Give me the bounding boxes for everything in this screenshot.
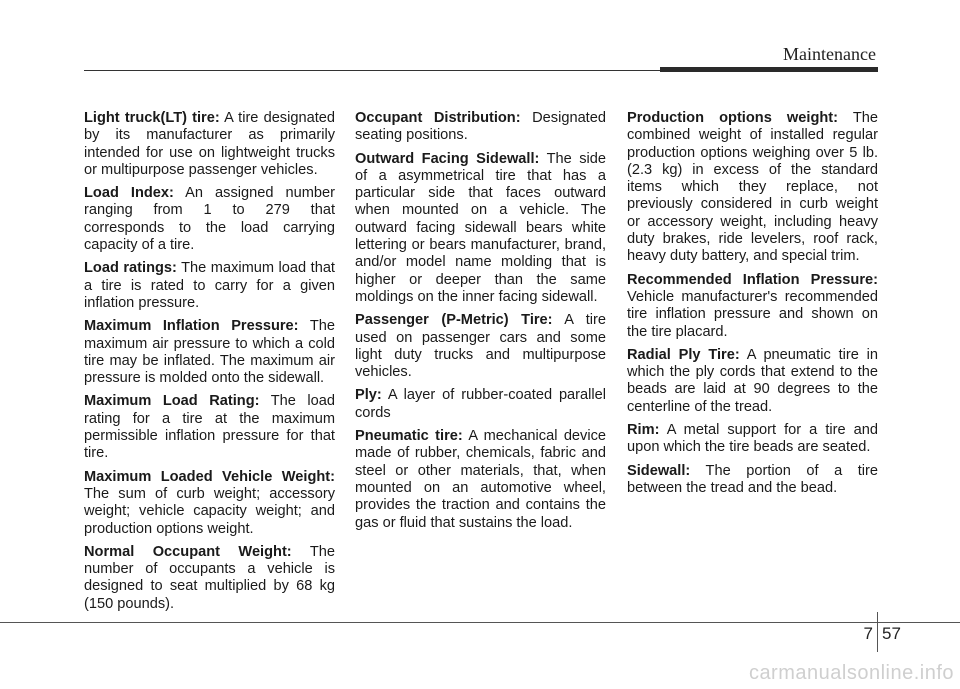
glossary-term: Production options weight: bbox=[627, 110, 838, 126]
glossary-term: Load Index: bbox=[84, 185, 174, 202]
page-number: 57 bbox=[882, 624, 901, 643]
glossary-definition: A layer of rubber-coated parallel cords bbox=[355, 387, 606, 421]
glossary-definition: A tire used on passenger cars and some light duty trucks and multipurpose vehicles. bbox=[355, 312, 607, 381]
column-3 bbox=[627, 110, 878, 503]
glossary-term: Normal Occupant Weight: bbox=[84, 543, 292, 560]
glossary-term: Rim: bbox=[627, 422, 660, 439]
glossary-entry bbox=[355, 428, 606, 532]
glossary-term: Radial Ply Tire: bbox=[627, 346, 740, 363]
glossary-definition: A tire designated by its manufacturer as primarily intended for use on lightweight trucks or multipurpose passenger vehicles. bbox=[84, 110, 335, 178]
footer-rule bbox=[0, 622, 960, 623]
glossary-term: Recommended Inflation Pressure: bbox=[627, 271, 878, 288]
glossary-entry bbox=[84, 318, 335, 387]
glossary-entry bbox=[84, 469, 335, 538]
glossary-term: Outward Facing Sidewall: bbox=[355, 150, 540, 167]
watermark-text: carmanualsonline.info bbox=[748, 662, 954, 684]
glossary-term: Sidewall: bbox=[627, 462, 691, 479]
glossary-entry bbox=[355, 110, 606, 145]
glossary-term: Light truck(LT) tire: bbox=[84, 110, 220, 126]
glossary-definition: A pneumatic tire in which the ply cords that extend to the beads are laid at 90 degrees to the centerline of the tread. bbox=[627, 346, 879, 415]
column-2 bbox=[355, 110, 606, 538]
glossary-entry bbox=[355, 312, 606, 381]
glossary-definition: The side of a asymmetrical tire that has a particular side that faces outward when mounted on a vehicle. The outward facing sidewall bears white lettering or bears manufacturer, brand, and/or model name molding that is higher or deeper than the same moldings on the inner facing sidewall. bbox=[355, 150, 606, 305]
page-header-title: Maintenance bbox=[783, 44, 876, 64]
glossary-entry bbox=[84, 260, 335, 312]
glossary-entry bbox=[84, 544, 335, 613]
glossary-definition: The maximum load that a tire is rated to carry for a given inflation pressure. bbox=[84, 260, 335, 311]
glossary-definition: The load rating for a tire at the maximum permissible inflation pressure for that tire. bbox=[84, 393, 335, 462]
glossary-entry bbox=[84, 393, 335, 462]
glossary-term: Ply: bbox=[355, 387, 382, 404]
glossary-definition: The portion of a tire between the tread and the bead. bbox=[627, 462, 878, 496]
glossary-definition: A metal support for a tire and upon which the tire beads are seated. bbox=[627, 422, 879, 456]
glossary-definition: The sum of curb weight; accessory weight; vehicle capacity weight; and production options weight. bbox=[84, 485, 335, 537]
glossary-entry bbox=[355, 387, 606, 422]
glossary-definition: Vehicle manufacturer's recommended tire inflation pressure and shown on the tire placard. bbox=[627, 288, 878, 340]
glossary-term: Load ratings: bbox=[84, 260, 177, 277]
glossary-entry bbox=[355, 151, 606, 307]
glossary-entry bbox=[84, 185, 335, 254]
header-rule bbox=[84, 70, 672, 71]
glossary-term: Occupant Distribution: bbox=[355, 110, 521, 126]
glossary-entry bbox=[84, 110, 335, 179]
glossary-entry bbox=[627, 110, 878, 266]
column-1 bbox=[84, 110, 335, 619]
footer-divider bbox=[877, 612, 878, 652]
glossary-entry bbox=[627, 422, 878, 457]
glossary-entry bbox=[627, 463, 878, 498]
header-accent-bar bbox=[660, 67, 878, 72]
chapter-number: 7 bbox=[863, 624, 873, 643]
glossary-term: Pneumatic tire: bbox=[355, 428, 463, 445]
glossary-definition: An assigned number ranging from 1 to 279 that corresponds to the load carrying capacity of a tire. bbox=[84, 185, 335, 254]
glossary-term: Passenger (P-Metric) Tire: bbox=[355, 312, 553, 329]
glossary-term: Maximum Loaded Vehicle Weight: bbox=[84, 468, 335, 485]
glossary-definition: The maximum air pressure to which a cold tire may be inflated. The maximum air pressure is molded onto the sidewall. bbox=[84, 318, 335, 387]
glossary-definition: The number of occupants a vehicle is designed to seat multiplied by 68 kg (150 pounds). bbox=[84, 543, 335, 612]
glossary-entry bbox=[627, 272, 878, 341]
glossary-term: Maximum Load Rating: bbox=[84, 393, 260, 410]
glossary-definition: Designated seating positions. bbox=[355, 110, 606, 144]
glossary-definition: The combined weight of installed regular production options weighing over 5 lb.(2.3 kg) in excess of the standard items which they replace, not previously considered in curb weight or accessory weight, including heavy duty brakes, ride levelers, roof rack, heavy duty battery, and special trim. bbox=[627, 110, 878, 265]
glossary-term: Maximum Inflation Pressure: bbox=[84, 318, 299, 335]
glossary-entry bbox=[627, 347, 878, 416]
glossary-definition: A mechanical device made of rubber, chemicals, fabric and steel or other materials, that, when mounted on an automotive wheel, provides the traction and contains the gas or fluid that sustains the load. bbox=[355, 428, 607, 531]
